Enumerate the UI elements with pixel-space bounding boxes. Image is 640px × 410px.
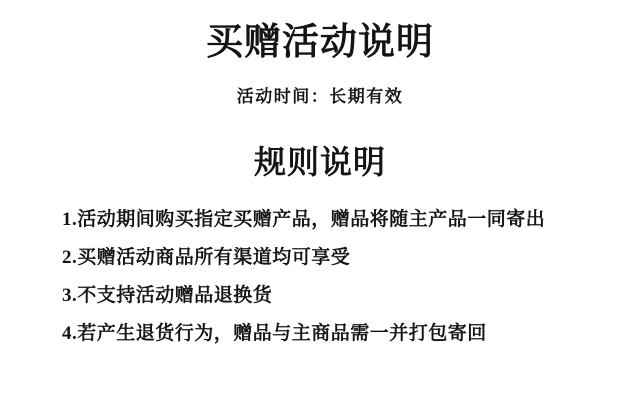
rules-list — [62, 208, 640, 346]
rule-item-3: 3.不支持活动赠品退换货 — [62, 285, 273, 307]
rules-heading: 规则说明 — [253, 143, 386, 180]
rule-item-4: 4.若产生退货行为，赠品与主商品需一并打包寄回 — [62, 323, 487, 345]
activity-time-text: 活动时间：长期有效 — [236, 86, 404, 106]
rule-item-2: 2.买赠活动商品所有渠道均可享受 — [62, 247, 351, 269]
rule-item-1: 1.活动期间购买指定买赠产品，赠品将随主产品一同寄出 — [62, 209, 546, 231]
page-title: 买赠活动说明 — [206, 22, 434, 63]
